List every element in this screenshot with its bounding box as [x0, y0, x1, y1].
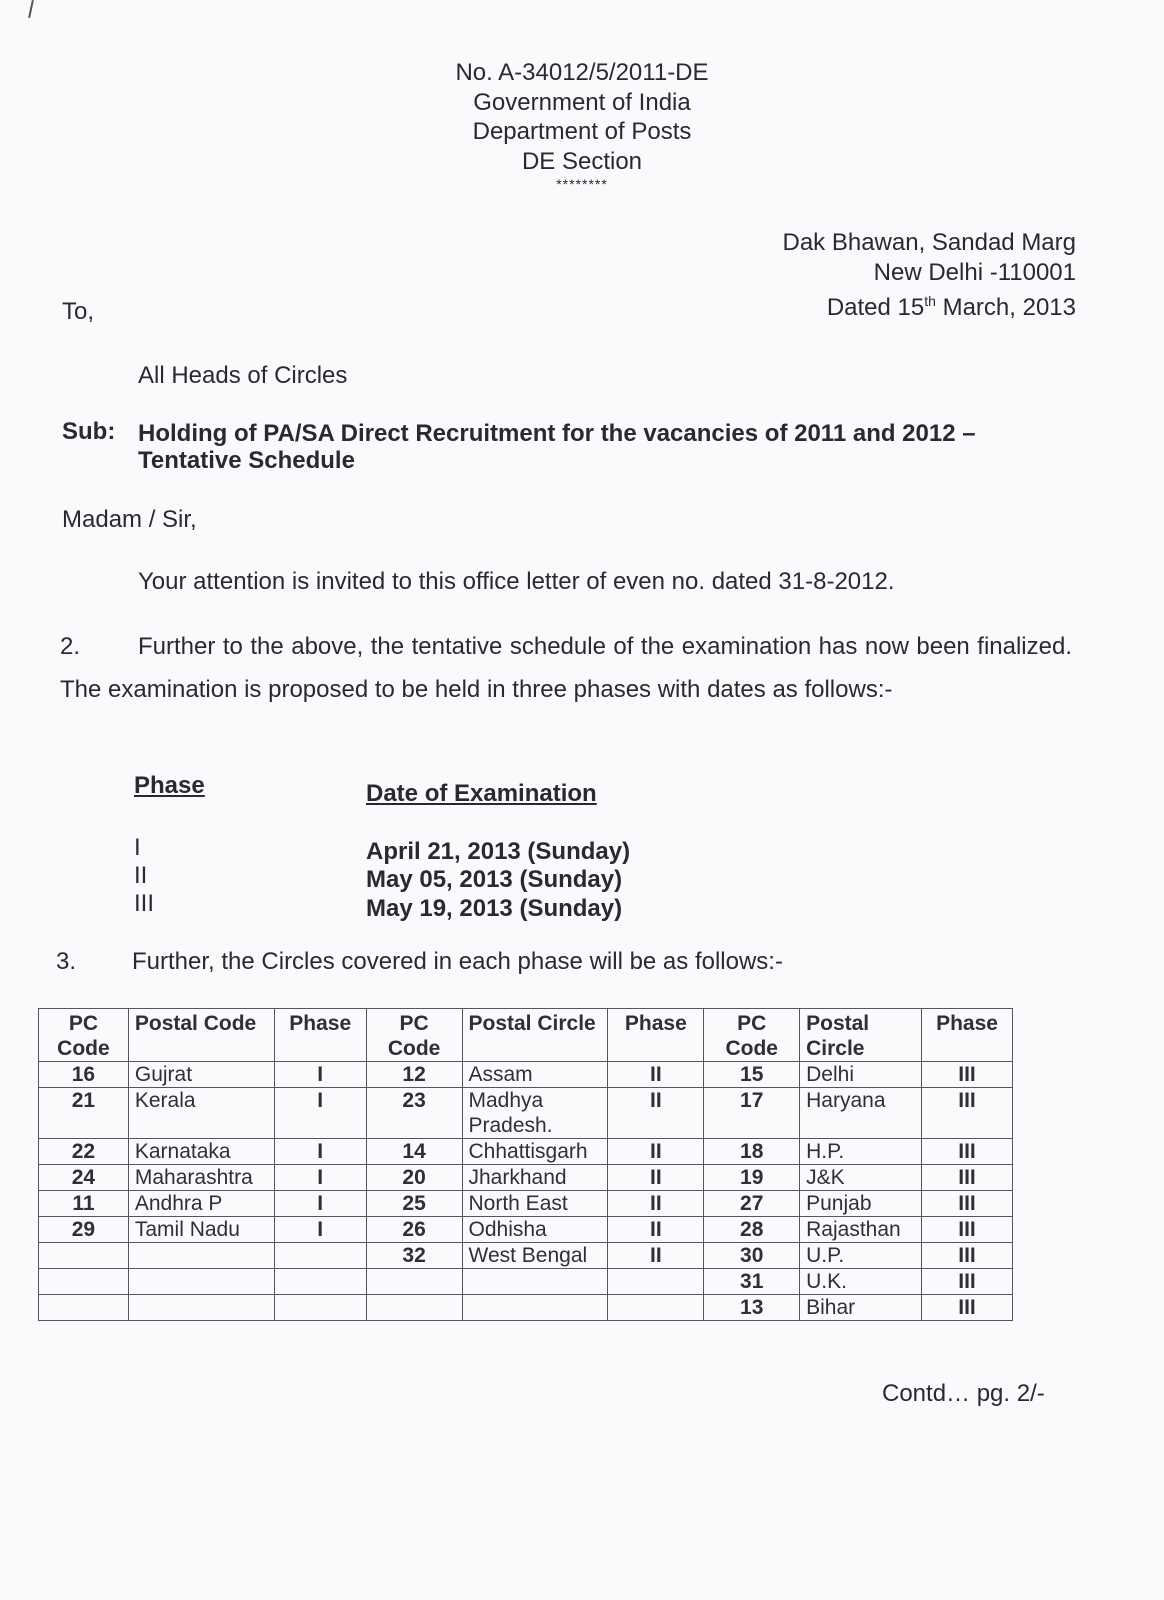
- table-cell: 15: [704, 1062, 800, 1088]
- table-cell: 27: [704, 1191, 800, 1217]
- table-cell: II: [608, 1139, 704, 1165]
- table-cell: 29: [39, 1217, 129, 1243]
- table-cell: [128, 1269, 274, 1295]
- table-cell: 30: [704, 1243, 800, 1269]
- table-cell: Maharashtra: [128, 1165, 274, 1191]
- subject-text: Holding of PA/SA Direct Recruitment for the vacancies of 2011 and 2012 – Tentative Schedule: [138, 420, 976, 474]
- table-cell: [462, 1269, 608, 1295]
- table-cell: I: [274, 1088, 366, 1139]
- table-cell: 22: [39, 1139, 129, 1165]
- date-prefix: Dated 15: [826, 294, 925, 321]
- paragraph-3-number: 3.: [56, 948, 77, 975]
- table-row: [39, 1295, 1013, 1321]
- paragraph-2: [60, 625, 1072, 711]
- table-cell: II: [608, 1062, 704, 1088]
- department-name: Department of Posts: [472, 118, 692, 145]
- table-cell: 12: [366, 1062, 462, 1088]
- table-cell: 24: [39, 1165, 129, 1191]
- table-cell: Andhra P: [128, 1191, 274, 1217]
- table-cell: 19: [704, 1165, 800, 1191]
- table-cell: III: [922, 1062, 1013, 1088]
- table-cell: 11: [39, 1191, 129, 1217]
- table-cell: [128, 1295, 274, 1321]
- continued-note: Contd… pg. 2/-: [882, 1380, 1045, 1407]
- salutation: Madam / Sir,: [62, 506, 197, 533]
- table-cell: Delhi: [800, 1062, 922, 1088]
- table-cell: 28: [704, 1217, 800, 1243]
- table-cell: II: [608, 1217, 704, 1243]
- table-cell: II: [608, 1088, 704, 1139]
- corner-mark: [28, 0, 34, 18]
- col-postal-circle-2: Postal Circle: [462, 1009, 608, 1062]
- address-line-1: Dak Bhawan, Sandad Marg: [782, 229, 1076, 256]
- table-cell: Madhya Pradesh.: [462, 1088, 608, 1139]
- schedule-date-1: April 21, 2013 (Sunday): [366, 838, 631, 865]
- table-cell: III: [922, 1243, 1013, 1269]
- paragraph-3: [56, 948, 783, 976]
- table-cell: I: [274, 1139, 366, 1165]
- letter-header: [0, 58, 1164, 192]
- schedule-phase-3: III: [134, 890, 155, 917]
- schedule-date-3: May 19, 2013 (Sunday): [366, 895, 623, 922]
- table-cell: I: [274, 1165, 366, 1191]
- paragraph-3-text: Further, the Circles covered in each phase will be as follows:-: [132, 948, 783, 975]
- government-name: Government of India: [473, 88, 691, 116]
- table-cell: [39, 1243, 129, 1269]
- table-cell: Bihar: [800, 1295, 922, 1321]
- date-suffix-sup: th: [924, 293, 936, 309]
- schedule-phase-header: Phase: [134, 772, 205, 799]
- col-pc-code-1: PC Code: [39, 1009, 129, 1062]
- table-cell: U.K.: [800, 1269, 922, 1295]
- date-suffix: March, 2013: [935, 294, 1076, 321]
- table-cell: 17: [704, 1088, 800, 1139]
- table-cell: Rajasthan: [800, 1217, 922, 1243]
- table-cell: [274, 1243, 366, 1269]
- table-cell: [274, 1295, 366, 1321]
- table-cell: U.P.: [800, 1243, 922, 1269]
- table-cell: 26: [366, 1217, 462, 1243]
- table-cell: Assam: [462, 1062, 608, 1088]
- table-cell: III: [922, 1088, 1013, 1139]
- table-cell: 31: [704, 1269, 800, 1295]
- sender-address: [782, 228, 1076, 323]
- table-cell: 18: [704, 1139, 800, 1165]
- table-cell: I: [274, 1062, 366, 1088]
- table-cell: Haryana: [800, 1088, 922, 1139]
- table-cell: III: [922, 1217, 1013, 1243]
- table-cell: [608, 1295, 704, 1321]
- table-cell: Gujrat: [128, 1062, 274, 1088]
- table-row: [39, 1243, 1013, 1269]
- table-cell: North East: [462, 1191, 608, 1217]
- table-cell: III: [922, 1191, 1013, 1217]
- table-cell: 21: [39, 1088, 129, 1139]
- col-phase-1: Phase: [274, 1009, 366, 1062]
- table-cell: III: [922, 1165, 1013, 1191]
- table-cell: [39, 1269, 129, 1295]
- paragraph-1: Your attention is invited to this office letter of even no. dated 31-8-2012.: [138, 568, 895, 595]
- to-label: To,: [62, 298, 95, 325]
- paragraph-2-text: Further to the above, the tentative schedule of the examination has now been finalized. The examination is proposed to be held in three phases with dates as follows:-: [60, 633, 1072, 703]
- table-cell: Kerala: [128, 1088, 274, 1139]
- col-postal-circle-3: Postal Circle: [800, 1009, 922, 1062]
- table-cell: 14: [366, 1139, 462, 1165]
- table-row: [39, 1165, 1013, 1191]
- table-cell: [366, 1269, 462, 1295]
- table-cell: I: [274, 1191, 366, 1217]
- table-cell: III: [922, 1269, 1013, 1295]
- table-cell: Jharkhand: [462, 1165, 608, 1191]
- schedule-phase-2: II: [134, 862, 148, 889]
- table-cell: III: [922, 1139, 1013, 1165]
- reference-number: No. A-34012/5/2011-DE: [455, 59, 709, 86]
- table-cell: II: [608, 1191, 704, 1217]
- table-row: [39, 1088, 1013, 1139]
- table-cell: II: [608, 1165, 704, 1191]
- table-cell: Karnataka: [128, 1139, 274, 1165]
- col-phase-2: Phase: [608, 1009, 704, 1062]
- subject-label: Sub:: [62, 418, 116, 445]
- table-row: [39, 1269, 1013, 1295]
- address-line-2: New Delhi -110001: [873, 258, 1076, 286]
- table-cell: Punjab: [800, 1191, 922, 1217]
- table-cell: H.P.: [800, 1139, 922, 1165]
- table-cell: 23: [366, 1088, 462, 1139]
- table-cell: Odhisha: [462, 1217, 608, 1243]
- table-cell: 13: [704, 1295, 800, 1321]
- table-cell: [366, 1295, 462, 1321]
- recipient: All Heads of Circles: [138, 362, 348, 389]
- table-row: [39, 1191, 1013, 1217]
- table-cell: [462, 1295, 608, 1321]
- schedule-phase-1: I: [134, 834, 141, 861]
- table-cell: West Bengal: [462, 1243, 608, 1269]
- letter-date: [782, 287, 1076, 323]
- table-cell: J&K: [800, 1165, 922, 1191]
- table-cell: III: [922, 1295, 1013, 1321]
- table-row: [39, 1217, 1013, 1243]
- col-pc-code-2: PC Code: [366, 1009, 462, 1062]
- table-cell: Tamil Nadu: [128, 1217, 274, 1243]
- col-pc-code-3: PC Code: [704, 1009, 800, 1062]
- table-cell: [128, 1243, 274, 1269]
- table-cell: 20: [366, 1165, 462, 1191]
- circles-table: [38, 1008, 1013, 1321]
- table-cell: 25: [366, 1191, 462, 1217]
- header-stars: ********: [556, 176, 608, 192]
- schedule-date-2: May 05, 2013 (Sunday): [366, 866, 623, 893]
- table-cell: Chhattisgarh: [462, 1139, 608, 1165]
- table-cell: 32: [366, 1243, 462, 1269]
- table-row: [39, 1139, 1013, 1165]
- paragraph-2-number: 2.: [60, 633, 81, 660]
- table-cell: [608, 1269, 704, 1295]
- table-row: [39, 1062, 1013, 1088]
- table-header-row: [39, 1009, 1013, 1062]
- section-name: DE Section: [521, 147, 643, 175]
- table-cell: 16: [39, 1062, 129, 1088]
- table-cell: [39, 1295, 129, 1321]
- schedule-date-header: Date of Examination: [366, 780, 597, 807]
- table-cell: II: [608, 1243, 704, 1269]
- table-cell: [274, 1269, 366, 1295]
- col-postal-code-1: Postal Code: [128, 1009, 274, 1062]
- col-phase-3: Phase: [922, 1009, 1013, 1062]
- table-cell: I: [274, 1217, 366, 1243]
